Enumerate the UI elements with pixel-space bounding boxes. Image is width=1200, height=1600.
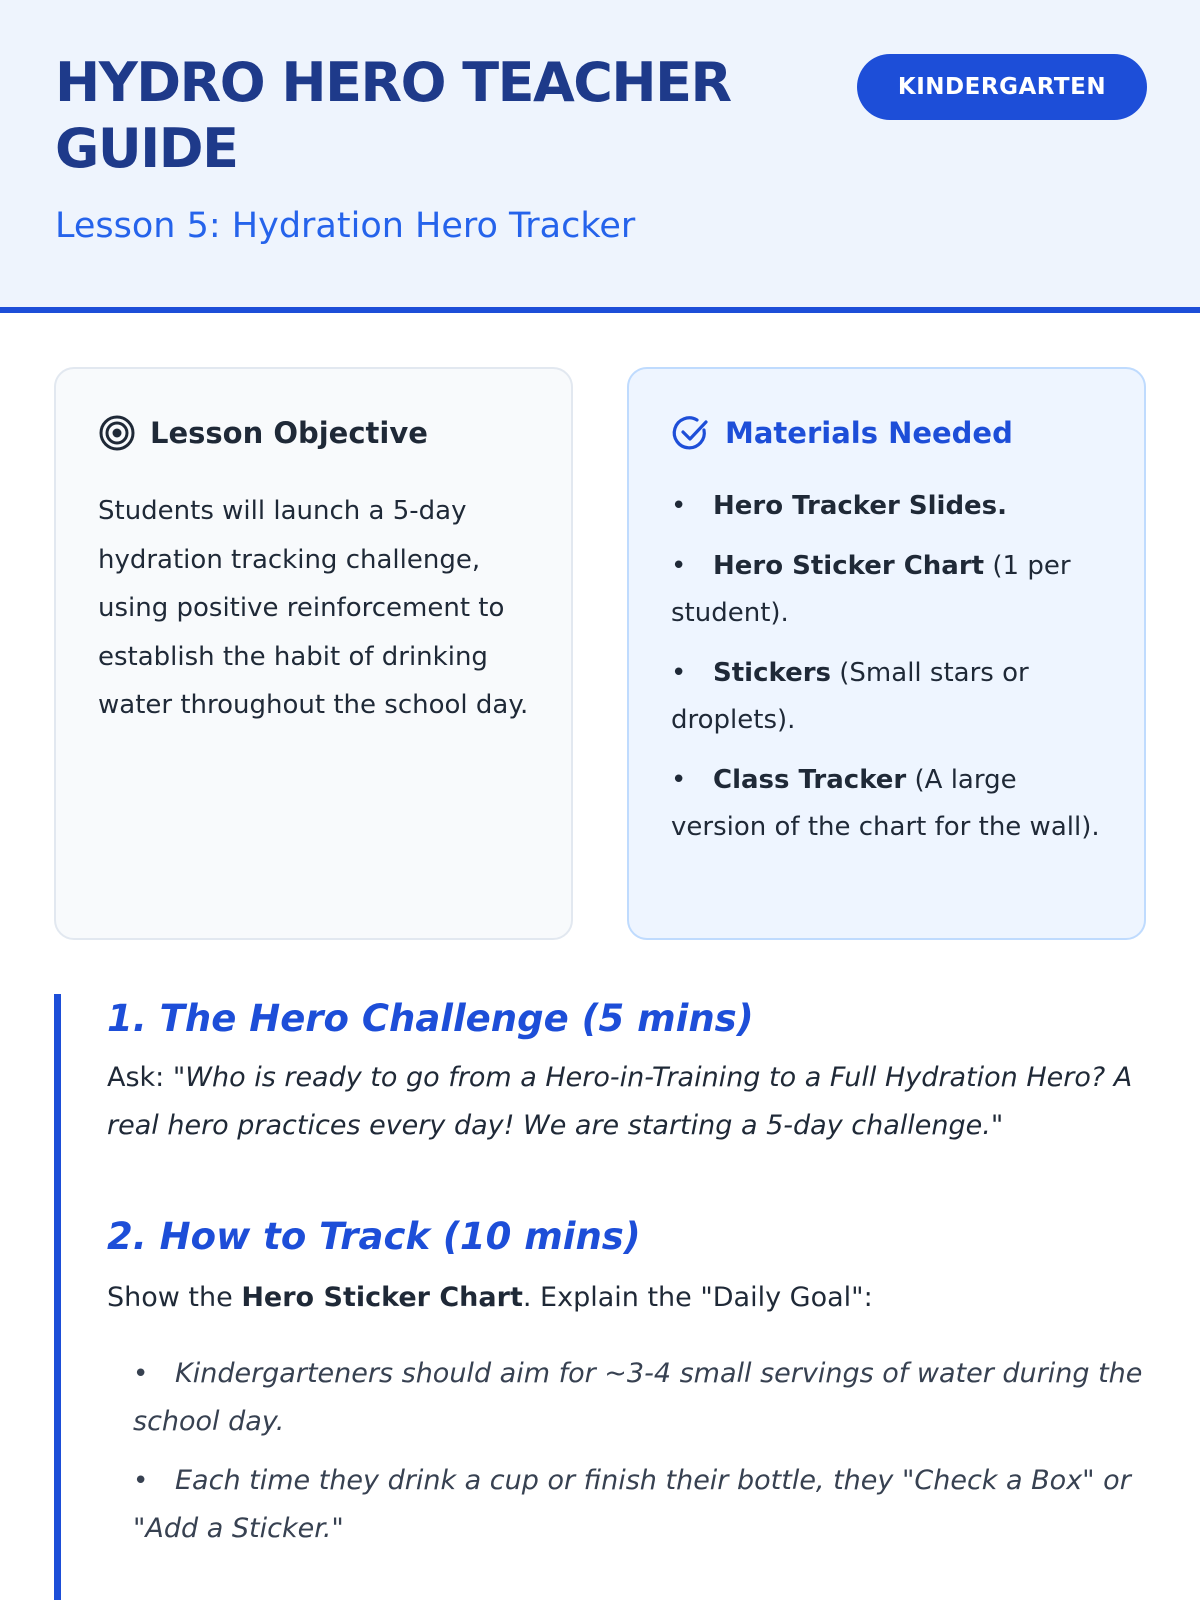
intro-bold: Hero Sticker Chart (241, 1282, 523, 1313)
material-detail: (A large version of the chart for the wall). (671, 765, 1100, 842)
lesson-subtitle: Lesson 5: Hydration Hero Tracker (55, 206, 636, 246)
material-name: Hero Tracker Slides. (713, 491, 1008, 521)
lesson-steps-section (54, 994, 1154, 1600)
objective-heading-row (98, 413, 428, 453)
intro-suffix: . Explain the "Daily Goal": (522, 1282, 873, 1313)
material-name: Class Tracker (713, 765, 907, 795)
bullet-icon: • (133, 1359, 149, 1389)
bullet-icon: • (671, 658, 687, 688)
page-header (0, 0, 1200, 313)
material-name: Hero Sticker Chart (713, 551, 985, 581)
list-item (671, 757, 1111, 851)
intro-prefix: Show the (107, 1282, 242, 1313)
bullet-icon: • (671, 551, 687, 581)
goal-tip: Each time they drink a cup or finish their bottle, they "Check a Box" or "Add a Sticker." (133, 1465, 1131, 1544)
objective-text: Students will launch a 5-day hydration tracking challenge, using positive reinforcement to establish the habit of drinking water throughout the school day. (98, 496, 529, 720)
list-item (671, 543, 1111, 637)
material-name: Stickers (713, 658, 832, 688)
page-title: HYDRO HERO TEACHER GUIDE (55, 51, 731, 180)
objective-heading: Lesson Objective (150, 416, 428, 450)
check-circle-icon (671, 413, 711, 453)
daily-goal-list (133, 1350, 1153, 1564)
bullet-icon: • (671, 765, 687, 795)
materials-list (671, 483, 1111, 864)
step-2-heading: 2. How to Track (10 mins) (107, 1215, 641, 1258)
step-2-intro (107, 1274, 1147, 1322)
materials-heading-row (671, 413, 1013, 453)
bullet-icon: • (133, 1466, 149, 1496)
material-detail: (1 per student). (671, 551, 1071, 628)
materials-heading: Materials Needed (725, 416, 1013, 450)
lesson-objective-card (54, 367, 573, 940)
list-item (671, 650, 1111, 744)
material-detail: (Small stars or droplets). (671, 658, 1029, 735)
list-item (671, 483, 1111, 530)
target-icon (98, 414, 136, 452)
ask-label: Ask: (107, 1062, 173, 1093)
materials-card (627, 367, 1146, 940)
ask-quote: "Who is ready to go from a Hero-in-Training to a Full Hydration Hero? A real hero practices every day! We are starting a 5-day challenge." (107, 1062, 1133, 1141)
step-1-heading: 1. The Hero Challenge (5 mins) (107, 997, 754, 1040)
list-item (133, 1457, 1153, 1552)
step-1-ask-text (107, 1054, 1147, 1150)
bullet-icon: • (671, 491, 687, 521)
goal-tip: Kindergarteners should aim for ~3-4 small servings of water during the school day. (133, 1358, 1143, 1437)
grade-badge: KINDERGARTEN (857, 54, 1147, 120)
list-item (133, 1350, 1153, 1445)
